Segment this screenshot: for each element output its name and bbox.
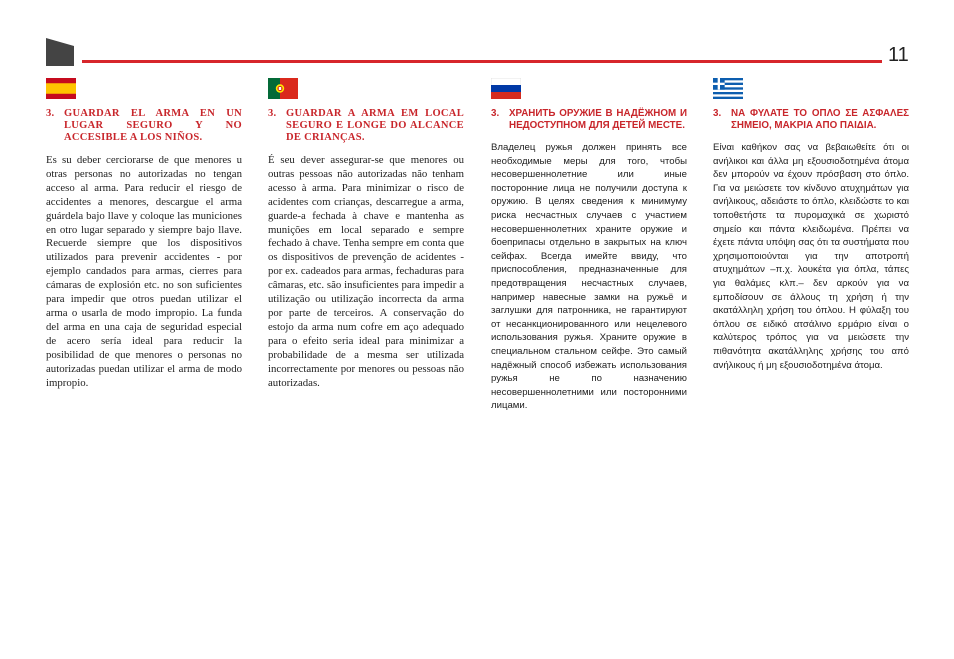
section-body: Είναι καθήκον σας να βεβαιωθείτε ότι οι ανήλικοι και άλλα μη εξουσιοδοτημένα άτομα δεν μπορούν να έχουν πρόσβαση στο όπλο. Για να μειώσετε τον κίνδυνο ατυχημάτων για ανήλικους, αδειάστε το όπλο, κλειδώστε το και τοποθετήστε τα πυρομαχικά σε χωριστό σημείο και πάντα κλειδωμένα. Πρέπει να έχετε πάντα υπόψη σας ότι τα συστήματα που χρησιμοποιούνται για την αποτροπή ατυχημάτων –π.χ. λουκέτα για όπλα, τάπες για θαλάμες κλπ.– δεν αρκούν για να εμποδίσουν σε άλλους τη χρήση ή την ακατάλληλη χρήση του όπλου. Η φύλαξη του όπλου σε ειδικό ατσάλινο ερμάριο είναι ο καλύτερος τρόπος για να μειώσετε την πιθανότητα ακατάλληλης χρήσης του από ανήλικους ή μη εξουσιοδοτημένα άτομα. [713, 142, 909, 371]
portugal-flag-icon [268, 78, 298, 99]
section-body: Es su deber cerciorarse de que menores u otras personas no autorizadas no tengan acceso al arma. Para reducir el riesgo de accidentes a menores, descargue el arma guárdela bajo llave y coloque las municiones en otro lugar separado y siempre bajo llave. Recuerde siempre que los dispositivos utilizados para prevenir accidentes - por ejemplo candados para armas, cierres para cámaras de explosión etc. no son suficientes para impedir que otros puedan utilizar el arma o usarla de modo impropio. La funda del arma en una caja de seguridad especial de acero sería ideal para reducir la posibilidad de que menores o personas no autorizadas puedan utilizar el arma de modo impropio. [46, 154, 242, 389]
section-heading: 3. GUARDAR A ARMA EM LOCAL SEGURO E LONGE DO ALCANCE DE CRIANÇAS. [268, 108, 464, 143]
section-ru [491, 78, 687, 413]
section-body: Владелец ружья должен принять все необходимые меры для того, чтобы несовершеннолетние или иные посторонние лица не получили доступа к оружию. В целях сведения к минимуму риска несчастных случаев с участием несовершеннолетних храните оружие и боеприпасы отдельно в закрытых на ключ сейфах. Всегда имейте ввиду, что приспособления, предназначенные для предотвращения несчастных случаев, например навесные замки на ружьё и заглушки для патронника, не гарантируют от несанкционированного или нецелевого использования ружья. Храните оружие в специальном стальном сейфе. Это самый надёжный способ избежать использования ружья не по назначению несовершеннолетними или посторонними лицами. [491, 142, 687, 412]
section-pt [268, 78, 464, 390]
spain-flag-icon [46, 78, 76, 99]
brand-logo [46, 38, 74, 66]
page-number: 11 [888, 44, 909, 66]
russia-flag-icon [491, 78, 521, 99]
header-rule [82, 60, 882, 63]
section-heading: 3. ХРАНИТЬ ОРУЖИЕ В НАДЁЖНОМ И НЕДОСТУПНОМ ДЛЯ ДЕТЕЙ МЕСТЕ. [491, 108, 687, 131]
greece-flag-icon [713, 78, 743, 99]
section-body: É seu dever assegurar-se que menores ou outras pessoas não autorizadas não tenham acesso à arma. Para minimizar o risco de acidentes com crianças, descarregue a arma, guarde-a fechada à chave e mantenha as munições em local separado e sempre fechado à chave. Tenha sempre em conta que os dispositivos de prevenção de acidentes - por ex. cadeados para armas, fechaduras para câmaras, etc. são insuficientes para impedir a utilização ou utilização incorrecta da arma por parte de terceiros. A conservação do estojo da arma num cofre em aço adequado para o efeito seria ideal para minimizar a probabilidade de a mesma ser utilizada incorrectamente por menores ou pessoas não autorizadas. [268, 154, 464, 389]
section-heading: 3. GUARDAR EL ARMA EN UN LUGAR SEGURO Y NO ACCESIBLE A LOS NIÑOS. [46, 108, 242, 143]
section-heading: 3. ΝΑ ΦΥΛΑΤΕ ΤΟ ΟΠΛΟ ΣΕ ΑΣΦΑΛΕΣ ΣΗΜΕΙΟ, ΜΑΚΡΙΑ ΑΠΟ ΠΑΙΔΙΑ. [713, 108, 909, 131]
section-es [46, 78, 242, 390]
section-el [713, 78, 909, 372]
